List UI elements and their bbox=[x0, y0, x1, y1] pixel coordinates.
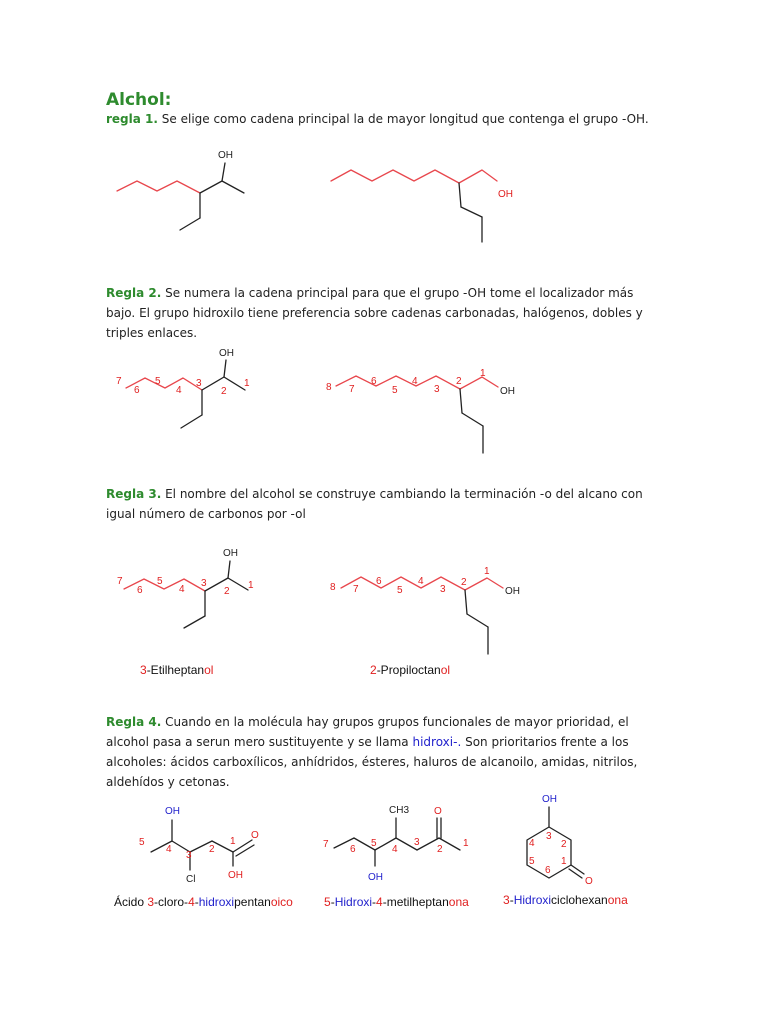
label-o: O bbox=[251, 830, 259, 841]
locant: 5 bbox=[157, 576, 163, 587]
rule-4-text-before: Cuando en la molécula hay grupos grupos funcionales de mayor prioridad, el alcohol pasa a serun mero sustituyente y se llama bbox=[106, 715, 629, 749]
rule-4-label: Regla 4. bbox=[106, 715, 162, 729]
locant: 6 bbox=[371, 376, 377, 387]
locant: 6 bbox=[134, 385, 140, 396]
locant: 5 bbox=[371, 838, 377, 849]
label-oh: OH bbox=[368, 872, 383, 883]
locant: 2 bbox=[561, 839, 567, 850]
structure-r1-right bbox=[331, 170, 497, 242]
label-oh: OH bbox=[505, 586, 520, 597]
label-oh: OH bbox=[165, 806, 180, 817]
name-prefix: Hidroxi bbox=[334, 895, 373, 909]
structure-r4-ring bbox=[527, 807, 584, 878]
locant: 7 bbox=[349, 384, 355, 395]
locant: 2 bbox=[461, 577, 467, 588]
structure-r2-right bbox=[336, 376, 498, 453]
name-suffix: oico bbox=[270, 895, 293, 909]
name-suffix: ol bbox=[440, 663, 451, 677]
name-prefix: Hidroxi bbox=[513, 893, 552, 907]
name-part: Ácido bbox=[114, 895, 148, 909]
name-prefix: hidroxi bbox=[198, 895, 235, 909]
bond-propyl bbox=[462, 413, 483, 426]
name-locant: 3 bbox=[140, 663, 147, 677]
bond-oh bbox=[224, 360, 226, 377]
label-oh: OH bbox=[498, 189, 513, 200]
bond-propyl bbox=[460, 389, 462, 413]
locant: 4 bbox=[176, 385, 182, 396]
label-ch3: CH3 bbox=[389, 805, 410, 816]
name-stem: ciclohexan bbox=[551, 893, 608, 907]
rule-4-text-after: Son prioritarios frente a los alcoholes: ácidos carboxílicos, anhídridos, ésteres, haluros de alcanoilo, amidas, nitrilos, aldehídos y cetonas. bbox=[106, 735, 638, 789]
label-o: O bbox=[585, 876, 593, 887]
locant: 4 bbox=[179, 584, 185, 595]
name-suffix: ona bbox=[607, 893, 628, 907]
locant: 8 bbox=[330, 582, 336, 593]
locant: 1 bbox=[230, 836, 236, 847]
bond-double-o bbox=[569, 869, 582, 878]
bond-propyl bbox=[461, 207, 482, 217]
locant: 1 bbox=[244, 378, 250, 389]
bond-double-o bbox=[236, 845, 254, 856]
locant: 7 bbox=[117, 576, 123, 587]
rule-3-label: Regla 3. bbox=[106, 487, 162, 501]
bond bbox=[417, 838, 439, 850]
label-oh: OH bbox=[218, 150, 233, 161]
name-locant: 4 bbox=[376, 895, 383, 909]
name-part: - bbox=[194, 895, 199, 909]
label-oh: OH bbox=[542, 794, 557, 805]
name-locant: 3 bbox=[503, 893, 510, 907]
bond-double-o bbox=[233, 840, 252, 852]
locant: 4 bbox=[529, 838, 535, 849]
name-locant: 4 bbox=[188, 895, 195, 909]
name-locant: 3 bbox=[147, 895, 155, 909]
locant: 1 bbox=[480, 368, 486, 379]
rule-4-highlight: hidroxi-. bbox=[412, 735, 462, 749]
name-stem: -metilheptan bbox=[382, 895, 449, 909]
name-part: - bbox=[372, 895, 377, 909]
locant: 7 bbox=[323, 839, 329, 850]
label-oh: OH bbox=[223, 548, 238, 559]
locant: 3 bbox=[186, 850, 192, 861]
name-stem: pentan bbox=[234, 895, 271, 909]
locant: 8 bbox=[326, 382, 332, 393]
locant: 6 bbox=[137, 585, 143, 596]
rule-1-label: regla 1. bbox=[106, 112, 158, 126]
locant: 3 bbox=[546, 831, 552, 842]
locant: 7 bbox=[353, 584, 359, 595]
locant: 5 bbox=[529, 856, 535, 867]
name-locant: 2 bbox=[370, 663, 377, 677]
locant: 2 bbox=[456, 376, 462, 387]
locant: 2 bbox=[437, 844, 443, 855]
name-suffix: ol bbox=[204, 663, 214, 677]
locant: 1 bbox=[484, 566, 490, 577]
locant: 4 bbox=[412, 376, 418, 387]
label-oh: OH bbox=[219, 348, 234, 359]
bond bbox=[222, 181, 244, 193]
structure-r2-left bbox=[126, 360, 245, 428]
locant: 2 bbox=[224, 586, 230, 597]
locant: 7 bbox=[116, 376, 122, 387]
locant: 2 bbox=[221, 386, 227, 397]
rule-1-text: Se elige como cadena principal la de mayor longitud que contenga el grupo -OH. bbox=[161, 112, 649, 126]
locant: 5 bbox=[397, 585, 403, 596]
structure-r1-left bbox=[117, 163, 244, 230]
label-oh: OH bbox=[228, 870, 243, 881]
name-stem: -Etilheptan bbox=[146, 663, 205, 677]
locant: 5 bbox=[139, 837, 145, 848]
locant: 3 bbox=[440, 584, 446, 595]
page-title: Alchol: bbox=[106, 90, 172, 110]
locant: 3 bbox=[414, 837, 420, 848]
bond bbox=[224, 377, 245, 390]
label-cl: Cl bbox=[186, 874, 196, 885]
locant: 5 bbox=[155, 376, 161, 387]
locant: 3 bbox=[201, 578, 207, 589]
structure-r3-right bbox=[341, 577, 503, 654]
locant: 6 bbox=[545, 865, 551, 876]
name-part: -cloro- bbox=[154, 895, 189, 909]
bond bbox=[228, 578, 248, 590]
bond-double-o bbox=[571, 865, 584, 874]
bond-propyl bbox=[467, 614, 488, 627]
locant: 1 bbox=[248, 580, 254, 591]
bond bbox=[200, 181, 222, 193]
bond-ethyl bbox=[181, 415, 202, 428]
locant: 2 bbox=[209, 844, 215, 855]
bond-propyl bbox=[459, 183, 461, 207]
label-o: O bbox=[434, 806, 442, 817]
rule-2-label: Regla 2. bbox=[106, 286, 162, 300]
name-stem: -Propiloctan bbox=[376, 663, 441, 677]
locant: 5 bbox=[392, 385, 398, 396]
locant: 1 bbox=[463, 838, 469, 849]
locant: 4 bbox=[166, 844, 172, 855]
locant: 6 bbox=[350, 844, 356, 855]
locant: 1 bbox=[561, 856, 567, 867]
locant: 3 bbox=[434, 384, 440, 395]
rule-2-text: Se numera la cadena principal para que el grupo -OH tome el localizador más bajo. El grupo hidroxilo tiene preferencia sobre cadenas carbonadas, halógenos, dobles y triples enlaces. bbox=[106, 286, 643, 340]
name-locant: 5 bbox=[324, 895, 331, 909]
locant: 6 bbox=[376, 576, 382, 587]
bond-chain bbox=[117, 181, 200, 193]
label-oh: OH bbox=[500, 386, 515, 397]
locant: 4 bbox=[392, 844, 398, 855]
name-part: - bbox=[509, 893, 514, 907]
bond-propyl bbox=[465, 590, 467, 614]
bond-chain bbox=[331, 170, 497, 183]
bond-ethyl bbox=[180, 218, 200, 230]
rule-3-text: El nombre del alcohol se construye cambiando la terminación -o del alcano con igual número de carbonos por -ol bbox=[106, 487, 643, 521]
name-part: - bbox=[330, 895, 335, 909]
locant: 3 bbox=[196, 378, 202, 389]
bond-oh bbox=[222, 163, 225, 181]
name-suffix: ona bbox=[448, 895, 469, 909]
bond-oh bbox=[228, 561, 230, 578]
bond-ethyl bbox=[184, 616, 205, 628]
structure-r4-ketone bbox=[334, 818, 460, 866]
locant: 4 bbox=[418, 576, 424, 587]
